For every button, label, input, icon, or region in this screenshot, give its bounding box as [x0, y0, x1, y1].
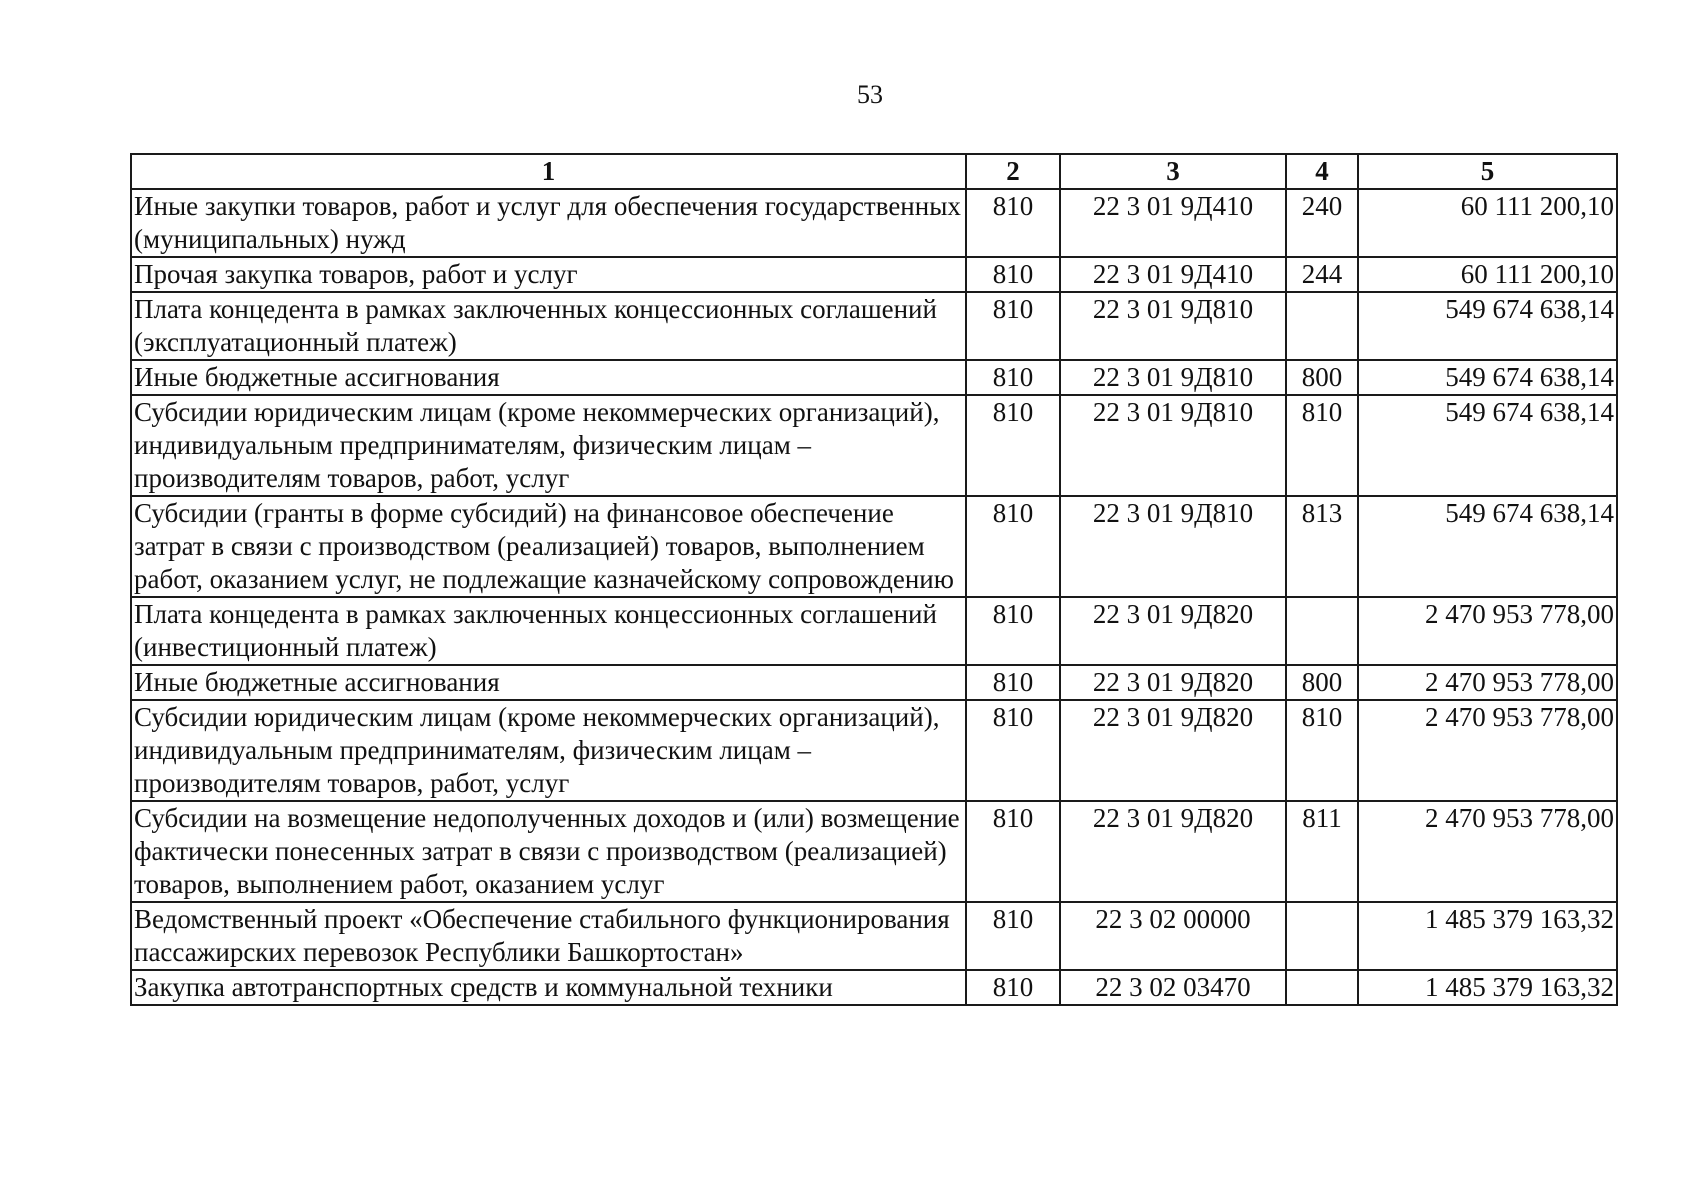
table-row: [131, 360, 1617, 395]
table-row: [131, 801, 1617, 902]
expense-type-cell: 810: [1286, 395, 1358, 496]
expense-type-cell: [1286, 597, 1358, 665]
table-row: [131, 700, 1617, 801]
department-code-cell: 810: [966, 395, 1060, 496]
target-article-cell: 22 3 02 00000: [1060, 902, 1286, 970]
target-article-cell: 22 3 01 9Д410: [1060, 257, 1286, 292]
amount-cell: 549 674 638,14: [1358, 292, 1617, 360]
amount-cell: 2 470 953 778,00: [1358, 665, 1617, 700]
expense-type-cell: 813: [1286, 496, 1358, 597]
item-name-cell: Ведомственный проект «Обеспечение стабильного функционирования пассажирских перевозок Республики Башкортостан»: [131, 902, 966, 970]
department-code-cell: 810: [966, 970, 1060, 1005]
table-row: [131, 665, 1617, 700]
table-row: [131, 292, 1617, 360]
department-code-cell: 810: [966, 292, 1060, 360]
target-article-cell: 22 3 01 9Д820: [1060, 801, 1286, 902]
column-header-4: 4: [1286, 154, 1358, 189]
department-code-cell: 810: [966, 597, 1060, 665]
item-name-cell: Закупка автотранспортных средств и коммунальной техники: [131, 970, 966, 1005]
target-article-cell: 22 3 01 9Д410: [1060, 189, 1286, 257]
department-code-cell: 810: [966, 496, 1060, 597]
item-name-cell: Субсидии юридическим лицам (кроме некоммерческих организаций), индивидуальным предпринимателям, физическим лицам – производителям товаров, работ, услуг: [131, 700, 966, 801]
expense-type-cell: [1286, 970, 1358, 1005]
column-header-5: 5: [1358, 154, 1617, 189]
column-header-1: 1: [131, 154, 966, 189]
department-code-cell: 810: [966, 801, 1060, 902]
target-article-cell: 22 3 01 9Д820: [1060, 597, 1286, 665]
amount-cell: 60 111 200,10: [1358, 189, 1617, 257]
amount-cell: 2 470 953 778,00: [1358, 597, 1617, 665]
table-header-row: [131, 154, 1617, 189]
amount-cell: 549 674 638,14: [1358, 360, 1617, 395]
amount-cell: 2 470 953 778,00: [1358, 700, 1617, 801]
column-header-2: 2: [966, 154, 1060, 189]
table-row: [131, 902, 1617, 970]
amount-cell: 549 674 638,14: [1358, 496, 1617, 597]
item-name-cell: Субсидии на возмещение недополученных доходов и (или) возмещение фактически понесенных затрат в связи с производством (реализацией) товаров, выполнением работ, оказанием услуг: [131, 801, 966, 902]
amount-cell: 549 674 638,14: [1358, 395, 1617, 496]
target-article-cell: 22 3 01 9Д820: [1060, 700, 1286, 801]
target-article-cell: 22 3 01 9Д820: [1060, 665, 1286, 700]
department-code-cell: 810: [966, 665, 1060, 700]
target-article-cell: 22 3 01 9Д810: [1060, 395, 1286, 496]
item-name-cell: Прочая закупка товаров, работ и услуг: [131, 257, 966, 292]
table-row: [131, 395, 1617, 496]
page-number: 53: [857, 80, 883, 109]
column-header-3: 3: [1060, 154, 1286, 189]
amount-cell: 60 111 200,10: [1358, 257, 1617, 292]
target-article-cell: 22 3 01 9Д810: [1060, 496, 1286, 597]
table-row: [131, 189, 1617, 257]
item-name-cell: Плата концедента в рамках заключенных концессионных соглашений (инвестиционный платеж): [131, 597, 966, 665]
department-code-cell: 810: [966, 360, 1060, 395]
table-row: [131, 970, 1617, 1005]
expense-type-cell: 240: [1286, 189, 1358, 257]
expense-type-cell: 800: [1286, 665, 1358, 700]
amount-cell: 1 485 379 163,32: [1358, 902, 1617, 970]
department-code-cell: 810: [966, 189, 1060, 257]
expense-type-cell: [1286, 902, 1358, 970]
table-row: [131, 597, 1617, 665]
item-name-cell: Субсидии юридическим лицам (кроме некоммерческих организаций), индивидуальным предпринимателям, физическим лицам – производителям товаров, работ, услуг: [131, 395, 966, 496]
department-code-cell: 810: [966, 700, 1060, 801]
budget-table: [130, 153, 1618, 1006]
table-row: [131, 496, 1617, 597]
target-article-cell: 22 3 01 9Д810: [1060, 360, 1286, 395]
target-article-cell: 22 3 02 03470: [1060, 970, 1286, 1005]
expense-type-cell: 810: [1286, 700, 1358, 801]
item-name-cell: Иные бюджетные ассигнования: [131, 665, 966, 700]
item-name-cell: Иные бюджетные ассигнования: [131, 360, 966, 395]
expense-type-cell: 800: [1286, 360, 1358, 395]
item-name-cell: Иные закупки товаров, работ и услуг для обеспечения государственных (муниципальных) нужд: [131, 189, 966, 257]
expense-type-cell: [1286, 292, 1358, 360]
target-article-cell: 22 3 01 9Д810: [1060, 292, 1286, 360]
expense-type-cell: 811: [1286, 801, 1358, 902]
table-row: [131, 257, 1617, 292]
department-code-cell: 810: [966, 902, 1060, 970]
item-name-cell: Плата концедента в рамках заключенных концессионных соглашений (эксплуатационный платеж): [131, 292, 966, 360]
amount-cell: 2 470 953 778,00: [1358, 801, 1617, 902]
item-name-cell: Субсидии (гранты в форме субсидий) на финансовое обеспечение затрат в связи с производством (реализацией) товаров, выполнением работ, оказанием услуг, не подлежащие казначейскому сопровождению: [131, 496, 966, 597]
expense-type-cell: 244: [1286, 257, 1358, 292]
department-code-cell: 810: [966, 257, 1060, 292]
amount-cell: 1 485 379 163,32: [1358, 970, 1617, 1005]
